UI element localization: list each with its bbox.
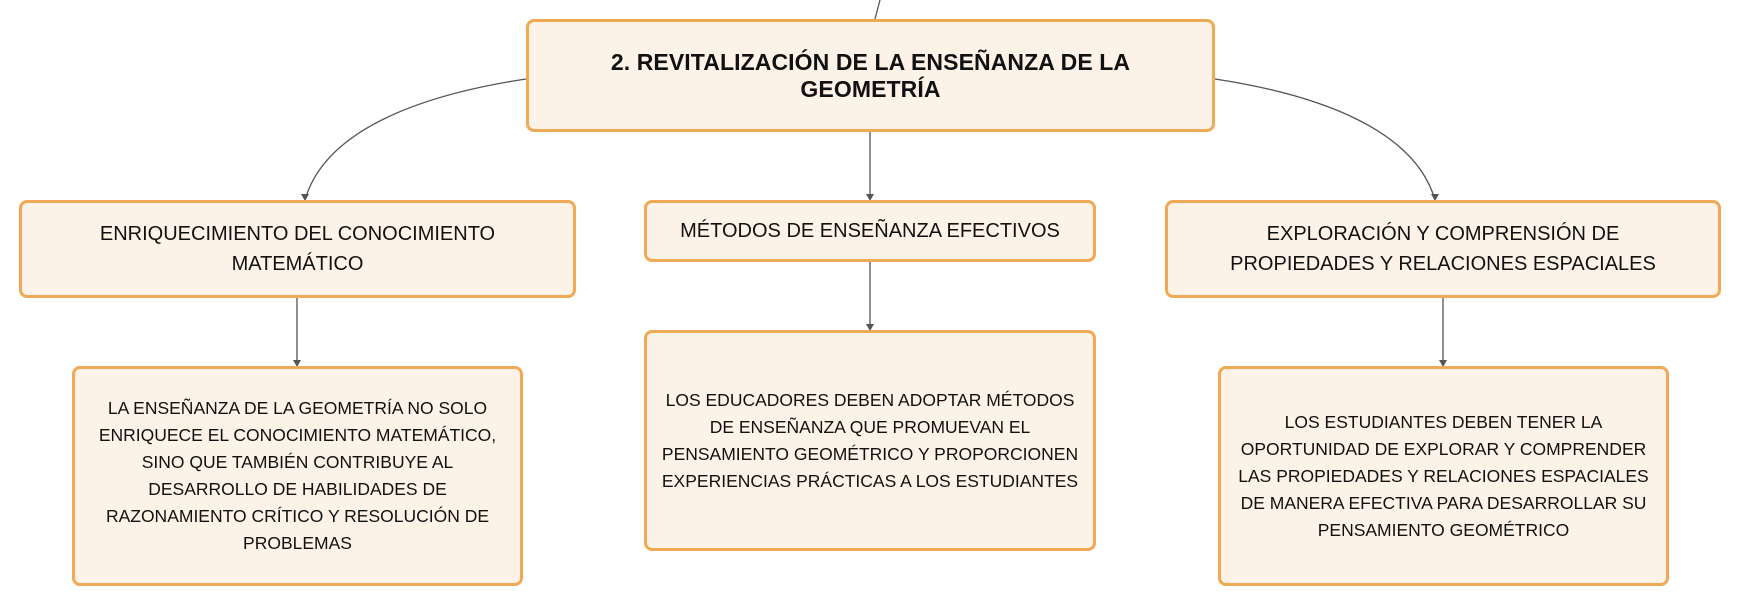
- detail-text: LA ENSEÑANZA DE LA GEOMETRÍA NO SOLO ENRIQUECE EL CONOCIMIENTO MATEMÁTICO, SINO QUE TAMBIÉN CONTRIBUYE AL DESARROLLO DE HABILIDADES DE RAZONAMIENTO CRÍTICO Y RESOLUCIÓN DE PROBLEMAS: [98, 398, 497, 553]
- branch-label: EXPLORACIÓN Y COMPRENSIÓN DE PROPIEDADES Y RELACIONES ESPACIALES: [1230, 223, 1656, 275]
- detail-text: LOS ESTUDIANTES DEBEN TENER LA OPORTUNIDAD DE EXPLORAR Y COMPRENDER LAS PROPIEDADES Y RELACIONES ESPACIALES DE MANERA EFECTIVA PARA DESARROLLAR SU PENSAMIENTO GEOMÉTRICO: [1238, 411, 1649, 540]
- connector-root-to-branch-1: [305, 79, 526, 200]
- detail-node-exploracion[interactable]: [1218, 366, 1669, 586]
- branch-node-metodos[interactable]: [644, 200, 1096, 262]
- detail-node-enriquecimiento[interactable]: [72, 366, 523, 586]
- detail-text: LOS EDUCADORES DEBEN ADOPTAR MÉTODOS DE ENSEÑANZA QUE PROMUEVAN EL PENSAMIENTO GEOMÉTRICO Y PROPORCIONEN EXPERIENCIAS PRÁCTICAS A LOS ESTUDIANTES: [661, 389, 1079, 491]
- branch-node-exploracion[interactable]: [1165, 200, 1721, 298]
- branch-label: MÉTODOS DE ENSEÑANZA EFECTIVOS: [680, 220, 1060, 242]
- detail-node-metodos[interactable]: [644, 330, 1096, 551]
- root-topic-node[interactable]: [526, 19, 1215, 132]
- connector-root-to-branch-3: [1215, 79, 1435, 200]
- connector-parent-to-root: [875, 0, 880, 19]
- branch-label: ENRIQUECIMIENTO DEL CONOCIMIENTO MATEMÁTICO: [99, 223, 496, 275]
- root-topic-label: 2. REVITALIZACIÓN DE LA ENSEÑANZA DE LA GEOMETRÍA: [610, 48, 1131, 102]
- branch-node-enriquecimiento[interactable]: [19, 200, 576, 298]
